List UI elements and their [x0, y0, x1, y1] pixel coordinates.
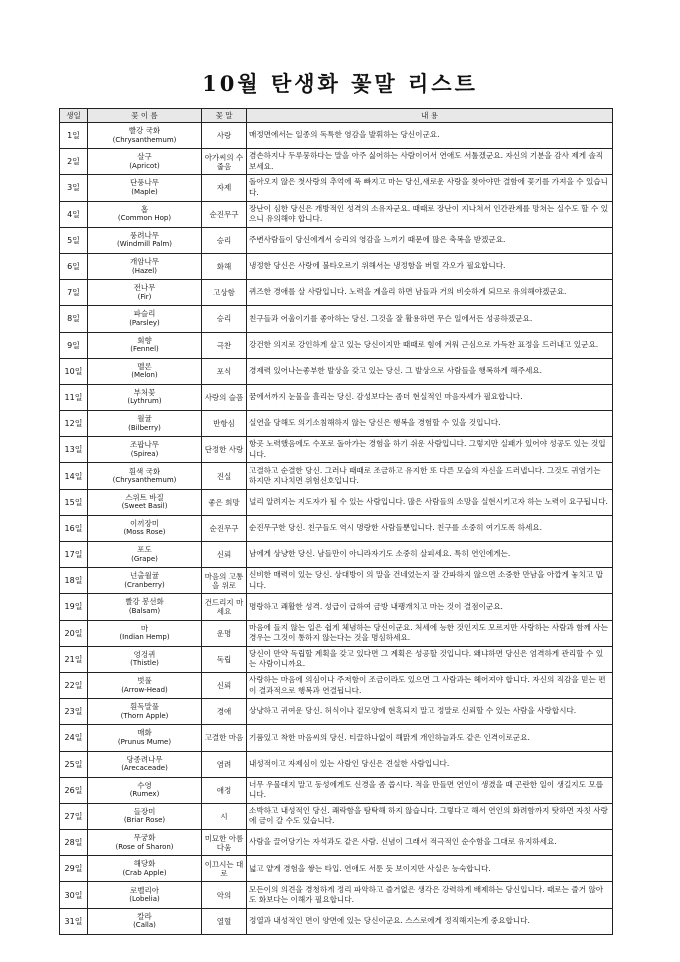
row-date: 7일 [60, 280, 88, 306]
flower-name-korean: 당종려나무 [126, 754, 163, 764]
row-date: 16일 [60, 515, 88, 541]
row-flower-meaning: 독립 [202, 646, 247, 672]
flower-name-english: (Prunus Mume) [117, 737, 172, 746]
table-row [60, 253, 613, 279]
table-row [60, 332, 613, 358]
flower-name-english: (Thorn Apple) [120, 711, 169, 720]
header-flower: 꽃 이 름 [88, 109, 202, 123]
row-flower [88, 830, 202, 856]
row-description: 냉정한 당신은 사랑에 불타오르기 위해서는 냉정함을 버릴 각오가 필요합니다. [247, 253, 613, 279]
flower-name-english: (Balsam) [128, 606, 161, 615]
flower-name-korean: 매화 [137, 728, 152, 738]
row-flower [88, 437, 202, 463]
row-flower [88, 384, 202, 410]
row-date: 17일 [60, 542, 88, 568]
row-description: 퀴즈한 경애를 살 사람입니다. 노력을 게을리 하면 남들과 거의 비슷하게 되므로 유의해야겠군요. [247, 280, 613, 306]
row-date: 8일 [60, 306, 88, 332]
flower-name-korean: 회향 [137, 335, 152, 345]
row-description: 항곳 노력했음에도 수포로 돌아가는 경험을 하기 쉬운 사람입니다. 그렇지만 실패가 있어야 성공도 있는 것입니다. [247, 437, 613, 463]
row-flower [88, 253, 202, 279]
flower-name-korean: 풍려나무 [130, 230, 159, 240]
row-date: 22일 [60, 672, 88, 698]
row-date: 5일 [60, 227, 88, 253]
header-meaning: 꽃 말 [202, 109, 247, 123]
flower-name-english: (Common Hop) [117, 214, 172, 223]
row-description: 널리 알려지는 지도자가 될 수 있는 사람입니다. 많은 사람들의 소망을 실현시키고자 하는 노력이 요구됩니다. [247, 489, 613, 515]
flower-name-korean: 이끼장미 [130, 518, 159, 528]
row-flower [88, 306, 202, 332]
flower-name-korean: 넌출월귤 [130, 571, 159, 581]
row-flower [88, 856, 202, 882]
row-description: 소박하고 내성적인 당신. 쾌락함을 탐탁해 하지 않습니다. 그렇다고 해서 연인의 화려함까지 탓하면 자칫 사랑에 금이 갈 수도 있습니다. [247, 803, 613, 829]
row-flower [88, 149, 202, 175]
table-row [60, 751, 613, 777]
row-flower [88, 594, 202, 620]
table-row [60, 882, 613, 908]
row-description: 신비한 매력이 있는 당신. 상대방이 의 말을 건네었는지 잘 간파하지 않으면 소중한 만남을 아깝게 놓치고 맙니다. [247, 568, 613, 594]
row-flower-meaning: 악의 [202, 882, 247, 908]
flower-name-korean: 단풍나무 [130, 178, 159, 188]
row-flower-meaning: 신뢰 [202, 672, 247, 698]
row-description: 정열과 내성적인 면이 양면에 있는 당신이군요. 스스로에게 정직해지는게 중요합니다. [247, 908, 613, 934]
header-date: 생일 [60, 109, 88, 123]
table-row [60, 725, 613, 751]
row-description: 경제력 있어나는좋부한 발상을 갖고 있는 당신. 그 발상으로 사람들을 행복하게 해주세요. [247, 358, 613, 384]
row-date: 21일 [60, 646, 88, 672]
row-flower-meaning: 신뢰 [202, 542, 247, 568]
row-description: 장난이 심한 당신은 개방적인 성격의 소유자군요. 때때로 장난이 지나쳐서 인간관계를 망쳐는 실수도 할 수 있으니 유의해야 합니다. [247, 201, 613, 227]
table-row [60, 123, 613, 149]
row-description: 순진무구한 당신. 친구들도 역시 명랑한 사람들뿐입니다. 친구를 소중히 여기도록 하세요. [247, 515, 613, 541]
row-description: 명랑하고 쾌활한 성격. 성급이 급하여 금방 내팽개치고 마는 것이 결점이군요. [247, 594, 613, 620]
flower-name-korean: 월귤 [137, 414, 152, 424]
row-date: 31일 [60, 908, 88, 934]
flower-name-korean: 벗풀 [137, 676, 152, 686]
row-flower [88, 542, 202, 568]
row-date: 1일 [60, 123, 88, 149]
table-row [60, 777, 613, 803]
table-row [60, 306, 613, 332]
row-flower [88, 620, 202, 646]
flower-name-korean: 무궁화 [133, 833, 156, 843]
row-flower-meaning: 사랑의 슬픔 [202, 384, 247, 410]
row-flower-meaning: 승리 [202, 227, 247, 253]
row-flower [88, 175, 202, 201]
table-row [60, 803, 613, 829]
row-flower [88, 411, 202, 437]
table-row [60, 227, 613, 253]
table-row [60, 384, 613, 410]
flower-name-korean: 포도 [137, 545, 152, 555]
row-date: 18일 [60, 568, 88, 594]
table-row [60, 856, 613, 882]
row-flower-meaning: 애정 [202, 777, 247, 803]
row-flower [88, 201, 202, 227]
row-flower-meaning: 염려 [202, 751, 247, 777]
row-date: 20일 [60, 620, 88, 646]
row-date: 29일 [60, 856, 88, 882]
flower-name-english: (Sweet Basil) [121, 502, 168, 511]
flower-name-english: (Grape) [131, 554, 158, 563]
flower-name-english: (Chrysanthemum) [112, 135, 177, 144]
table-row [60, 830, 613, 856]
flower-name-english: (Moss Rose) [123, 528, 166, 537]
row-flower-meaning: 열혈 [202, 908, 247, 934]
row-flower-meaning: 승리 [202, 306, 247, 332]
row-flower [88, 672, 202, 698]
flower-name-english: (Melon) [131, 371, 158, 380]
row-date: 30일 [60, 882, 88, 908]
row-description: 모든이의 의견을 경청하게 정리 파악하고 즐거없은 생각은 강력하게 배제하는 당신입니다. 때로는 즐거 않아도 화보다는 이해가 필요합니다. [247, 882, 613, 908]
row-flower [88, 882, 202, 908]
row-description: 주변사람들이 당신에게서 승리의 영감을 느끼기 때문에 많은 축복을 받겠군요. [247, 227, 613, 253]
row-date: 4일 [60, 201, 88, 227]
row-date: 11일 [60, 384, 88, 410]
flower-name-english: (Hazel) [132, 266, 157, 275]
flower-name-korean: 멜론 [137, 361, 152, 371]
birth-flower-table [59, 108, 613, 935]
row-description: 고결하고 순결한 당신. 그러나 때때로 조금하고 유지한 또 다른 모습의 자신을 드러냅니다. 그것도 귀염기는 하지만 지나치면 위험신호입니다. [247, 463, 613, 489]
row-date: 24일 [60, 725, 88, 751]
row-date: 15일 [60, 489, 88, 515]
flower-name-english: (Arecaceade) [121, 764, 168, 773]
flower-name-english: (Windmill Palm) [117, 240, 172, 249]
row-description: 꿈에서까지 눈물을 흘리는 당신. 감성보다는 좀더 현실적인 마음자세가 필요합니다. [247, 384, 613, 410]
flower-name-korean: 수영 [137, 780, 152, 790]
table-row [60, 463, 613, 489]
flower-name-korean: 부처꽃 [133, 387, 156, 397]
flower-name-korean: 엉겅퀴 [133, 649, 156, 659]
flower-name-english: (Thistle) [130, 659, 159, 668]
row-flower [88, 515, 202, 541]
table-row [60, 620, 613, 646]
row-date: 3일 [60, 175, 88, 201]
row-date: 9일 [60, 332, 88, 358]
row-date: 27일 [60, 803, 88, 829]
row-date: 28일 [60, 830, 88, 856]
row-flower-meaning: 경애 [202, 699, 247, 725]
row-flower-meaning: 고결한 마음 [202, 725, 247, 751]
flower-name-korean: 빨강 국화 [128, 126, 161, 136]
flower-name-korean: 살구 [137, 152, 152, 162]
table-row [60, 280, 613, 306]
flower-name-korean: 전나무 [133, 283, 156, 293]
flower-name-english: (Fennel) [130, 345, 159, 354]
row-flower [88, 489, 202, 515]
row-description: 매정면에서는 일종의 독특한 영감을 발휘하는 당신이군요. [247, 123, 613, 149]
row-description: 기품있고 착한 마음씨의 당신. 티끌하나없이 해맑게 개인하늘과도 같은 인격이로군요. [247, 725, 613, 751]
row-flower-meaning: 미묘한 아름다움 [202, 830, 247, 856]
row-flower-meaning: 순진무구 [202, 201, 247, 227]
row-flower [88, 227, 202, 253]
flower-name-english: (Indian Hemp) [119, 633, 170, 642]
row-flower [88, 908, 202, 934]
row-flower-meaning: 자제 [202, 175, 247, 201]
row-date: 25일 [60, 751, 88, 777]
row-flower-meaning: 진실 [202, 463, 247, 489]
flower-name-english: (Maple) [131, 187, 158, 196]
table-row [60, 542, 613, 568]
flower-name-korean: 흰독말풀 [130, 702, 159, 712]
flower-name-english: (Parsley) [129, 318, 160, 327]
row-flower-meaning: 극찬 [202, 332, 247, 358]
row-flower-meaning: 사랑 [202, 123, 247, 149]
row-description: 상냥하고 귀여운 당신. 허식이나 겉모양에 현혹되지 말고 정말로 신뢰할 수 있는 사람을 사랑합시다. [247, 699, 613, 725]
table-header-row [60, 109, 613, 123]
row-flower-meaning: 순진무구 [202, 515, 247, 541]
flower-name-english: (Spirea) [130, 449, 159, 458]
table-row [60, 672, 613, 698]
row-date: 12일 [60, 411, 88, 437]
flower-name-english: (Apricot) [129, 161, 160, 170]
row-description: 마음에 들지 않는 일은 쉽게 체념하는 당신이군요. 처세에 능한 것인지도 모르지만 사랑하는 사람과 함께 사는 경우는 그것이 통하지 않는다는 것을 명심하세요. [247, 620, 613, 646]
table-row [60, 411, 613, 437]
flower-name-english: (Lobelia) [129, 895, 160, 904]
table-row [60, 437, 613, 463]
flower-name-korean: 빨강 봉선화 [125, 597, 164, 607]
table-row [60, 699, 613, 725]
row-flower [88, 123, 202, 149]
row-description: 겸손하지나 두루뭉하다는 말을 아주 싫어하는 사람이어서 연애도 서툴겠군요. 자신의 기분을 감사 제게 솔직 보세요. [247, 149, 613, 175]
row-flower [88, 646, 202, 672]
row-flower-meaning: 운명 [202, 620, 247, 646]
row-flower [88, 358, 202, 384]
row-date: 6일 [60, 253, 88, 279]
flower-name-english: (Briar Rose) [123, 816, 166, 825]
row-flower-meaning: 시 [202, 803, 247, 829]
page-title: 10월 탄생화 꽃말 리스트 [202, 71, 478, 96]
header-description: 내 용 [247, 109, 613, 123]
row-description: 당신이 만약 독립할 계획을 갖고 있다면 그 계획은 성공할 것입니다. 왜냐하면 당신은 엄격하게 관리할 수 있는 사람이니까요. [247, 646, 613, 672]
row-date: 13일 [60, 437, 88, 463]
row-flower-meaning: 이끄시는 대로 [202, 856, 247, 882]
flower-name-korean: 홉 [140, 204, 149, 214]
row-description: 실연을 당해도 의기소침해하지 않는 당신은 행복을 경험할 수 있을 것입니다. [247, 411, 613, 437]
table-body [60, 123, 613, 935]
flower-name-korean: 해당화 [133, 859, 156, 869]
row-date: 2일 [60, 149, 88, 175]
row-flower-meaning: 좋은 희망 [202, 489, 247, 515]
row-date: 23일 [60, 699, 88, 725]
row-flower [88, 725, 202, 751]
row-description: 남에게 상냥한 당신. 남들만이 아니라자기도 소중히 살피세요. 특히 연인에게는. [247, 542, 613, 568]
flower-name-english: (Rose of Sharon) [115, 842, 174, 851]
flower-name-korean: 조팝나무 [130, 440, 159, 450]
row-description: 넓고 얕게 경험을 쌓는 타입. 연애도 서툰 듯 보이지만 사실은 능숙합니다. [247, 856, 613, 882]
row-flower [88, 699, 202, 725]
row-flower-meaning: 고상함 [202, 280, 247, 306]
flower-name-korean: 파슬리 [133, 309, 156, 319]
row-flower-meaning: 건드리지 마세요 [202, 594, 247, 620]
flower-name-korean: 로벨리아 [130, 885, 159, 895]
row-description: 친구들과 어울이기를 좋아하는 당신. 그것을 잘 활용하면 무슨 일에서든 성공하겠군요. [247, 306, 613, 332]
table-row [60, 201, 613, 227]
row-flower-meaning: 반항심 [202, 411, 247, 437]
flower-name-korean: 흰색 국화 [128, 466, 161, 476]
row-description: 너무 우물대지 말고 동성에게도 신경을 좀 씁시다. 적을 만들면 연인이 생겼을 때 곤란한 일이 생길지도 모릅니다. [247, 777, 613, 803]
table-row [60, 568, 613, 594]
flower-name-korean: 들장미 [133, 806, 156, 816]
flower-name-korean: 개암나무 [130, 257, 159, 267]
table-row [60, 646, 613, 672]
row-date: 26일 [60, 777, 88, 803]
flower-name-english: (Calla) [133, 921, 156, 930]
flower-name-english: (Cranberry) [124, 580, 165, 589]
row-date: 14일 [60, 463, 88, 489]
row-flower-meaning: 단정한 사랑 [202, 437, 247, 463]
row-flower [88, 332, 202, 358]
table-row [60, 489, 613, 515]
row-flower [88, 803, 202, 829]
flower-name-english: (Fir) [137, 292, 152, 301]
row-flower-meaning: 포식 [202, 358, 247, 384]
flower-name-english: (Bilberry) [128, 423, 161, 432]
row-flower-meaning: 마음의 고통을 위로 [202, 568, 247, 594]
row-flower-meaning: 아가씨의 수줍음 [202, 149, 247, 175]
row-date: 10일 [60, 358, 88, 384]
flower-name-english: (Crab Apple) [122, 868, 167, 877]
flower-name-english: (Arrow-Head) [121, 685, 168, 694]
table-row [60, 594, 613, 620]
row-description: 돌아오지 않은 첫사랑의 추억에 푹 빠지고 마는 당신,새로운 사랑을 찾아야만 결함에 꽃기를 가져을 수 있습니다. [247, 175, 613, 201]
row-flower [88, 568, 202, 594]
row-flower [88, 777, 202, 803]
row-date: 19일 [60, 594, 88, 620]
table-row [60, 149, 613, 175]
table-row [60, 358, 613, 384]
row-description: 내성적이고 자제심이 있는 사람인 당신은 견실한 사람입니다. [247, 751, 613, 777]
table-row [60, 908, 613, 934]
row-flower [88, 463, 202, 489]
table-row [60, 515, 613, 541]
flower-name-english: (Lythrum) [127, 397, 162, 406]
flower-name-korean: 마 [140, 623, 149, 633]
row-flower [88, 751, 202, 777]
flower-name-korean: 칼라 [137, 911, 152, 921]
row-description: 강건한 의지로 강인하게 살고 있는 당신이지만 때때로 힘에 겨워 근심으로 가득찬 표정을 드러내고 있군요. [247, 332, 613, 358]
row-flower [88, 280, 202, 306]
row-description: 사랑하는 마음에 의심이나 주저함이 조금이라도 있으면 그 사람과는 헤어져야 합니다. 자신의 직감을 믿는 편이 결과적으로 행복과 연결됩니다. [247, 672, 613, 698]
flower-name-english: (Chrysanthemum) [112, 476, 177, 485]
flower-name-korean: 스위트 바질 [125, 492, 164, 502]
row-description: 사람을 끌어당기는 자석과도 같은 사람. 신념이 그래서 적극적인 순수함을 그대로 유지하세요. [247, 830, 613, 856]
row-flower-meaning: 화해 [202, 253, 247, 279]
table-row [60, 175, 613, 201]
flower-name-english: (Rumex) [129, 790, 160, 799]
